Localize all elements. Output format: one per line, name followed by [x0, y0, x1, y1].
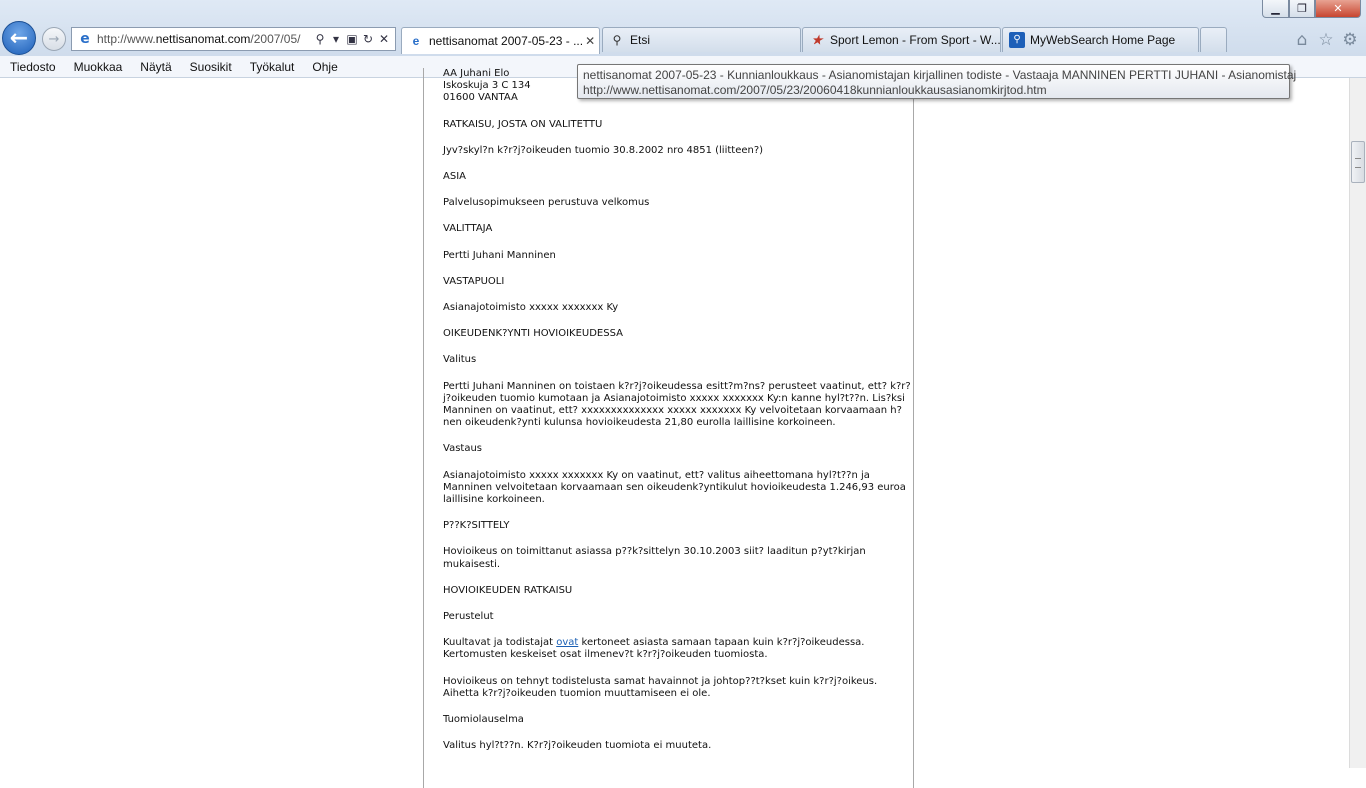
paragraph [443, 637, 911, 661]
mywebsearch-icon: ⚲ [1009, 32, 1025, 48]
document-body [443, 68, 911, 767]
url-path: /2007/05/ [250, 32, 301, 46]
grip-icon [1355, 158, 1361, 168]
paragraph: Palvelusopimukseen perustuva velkomus [443, 197, 650, 209]
scrollbar-thumb[interactable] [1351, 141, 1365, 183]
menu-nayta[interactable]: Näytä [140, 59, 172, 74]
maximize-button[interactable] [1289, 0, 1315, 18]
close-tab-icon[interactable]: ✕ [585, 34, 596, 48]
tab-mywebsearch[interactable] [1002, 27, 1199, 52]
vertical-scrollbar[interactable] [1349, 78, 1366, 768]
url-prefix: http://www. [97, 32, 156, 46]
stop-icon[interactable]: ✕ [378, 32, 390, 46]
menu-ohje[interactable]: Ohje [312, 59, 338, 74]
tab-etsi[interactable] [602, 27, 801, 52]
paragraph: Pertti Juhani Manninen on toistaen k?r?j?oikeudessa esitt?m?ns? perusteet vaatinut, ett? k?r?j?oikeuden tuomio kumotaan ja Asianajotoimisto xxxxx xxxxxxx Ky:n kanne hyl?t??n. Lis?ksi Manninen on vaatinut, ett? xxxxxxxxxxxxxx xxxxx xxxxxxx Ky velvoitetaan korvaamaan h?nen oikeudenk?ynti kulunsa hovioikeudesta 21,80 eurolla laillisine korkoineen. [443, 380, 911, 429]
heading-hovioikeuden-ratkaisu: HOVIOIKEUDEN RATKAISU [443, 584, 573, 596]
tab-tooltip [577, 64, 1297, 99]
back-button[interactable] [2, 21, 36, 55]
heading-paakasittely: P??K?SITTELY [443, 520, 510, 532]
dropdown-icon[interactable]: ▾ [332, 32, 340, 46]
new-tab-button[interactable] [1200, 27, 1227, 52]
tooltip-url: http://www.nettisanomat.com/2007/05/23/20060418kunnianloukkausasianomkirjtod.htm [583, 83, 1047, 97]
refresh-icon[interactable]: ↻ [362, 32, 374, 46]
home-icon[interactable]: ⌂ [1296, 30, 1308, 50]
tab-label: Sport Lemon - From Sport - W... [830, 33, 1001, 47]
gear-icon[interactable]: ⚙ [1342, 30, 1358, 50]
close-window-button[interactable] [1315, 0, 1361, 18]
browser-chrome [0, 0, 1366, 56]
paragraph: Valitus hyl?t??n. K?r?j?oikeuden tuomiota ei muuteta. [443, 740, 712, 752]
paragraph: Pertti Juhani Manninen [443, 249, 556, 261]
tooltip-title: nettisanomat 2007-05-23 - Kunnianloukkaus - Asianomistajan kirjallinen todiste - Vastaaja MANNINEN PERTTI JUHANI - Asianomistaj [583, 68, 1297, 82]
search-icon[interactable]: ⚲ [315, 32, 325, 46]
minimize-icon: ▁ [1271, 2, 1280, 15]
document-frame [423, 68, 914, 788]
address-url[interactable] [97, 32, 312, 46]
favorites-star-icon[interactable]: ☆ [1318, 30, 1334, 50]
link-ovat[interactable]: ovat [556, 637, 579, 649]
url-domain: nettisanomat.com [155, 32, 251, 46]
back-arrow-icon: ← [9, 25, 29, 51]
subheading-perustelut: Perustelut [443, 611, 494, 623]
heading-oikeudenkaynti: OIKEUDENK?YNTI HOVIOIKEUDESSA [443, 328, 623, 340]
text-run: kertoneet asiasta samaan tapaan kuin k?r?j?oikeudessa. Kertomusten keskeiset osat ilmenev?t k?r?j?oikeuden tuomiosta. [443, 637, 865, 661]
address-bar[interactable] [71, 27, 396, 51]
tab-nettisanomat[interactable] [401, 27, 600, 54]
maximize-icon: ❐ [1297, 2, 1307, 15]
forward-arrow-icon: → [48, 31, 60, 47]
text-run: Kuultavat ja todistajat [443, 637, 557, 649]
paragraph: Asianajotoimisto xxxxx xxxxxxx Ky [443, 302, 619, 314]
heading-asia: ASIA [443, 171, 466, 183]
address-line: Iskoskuja 3 C 134 [443, 80, 531, 92]
heading-valittaja: VALITTAJA [443, 223, 493, 235]
ie-page-icon: e [412, 34, 420, 48]
search-icon: ⚲ [612, 33, 622, 47]
tab-label: nettisanomat 2007-05-23 - ... [429, 34, 584, 48]
heading-vastapuoli: VASTAPUOLI [443, 275, 505, 287]
address-line: 01600 VANTAA [443, 92, 518, 104]
tab-sport-lemon[interactable] [802, 27, 1001, 52]
forward-button[interactable] [42, 27, 66, 51]
paragraph: Asianajotoimisto xxxxx xxxxxxx Ky on vaatinut, ett? valitus aiheettomana hyl?t??n ja Manninen velvoitetaan korvaamaan sen oikeudenk?yntikulut hovioikeudesta 1.246,93 euroa laillisine korkoineen. [443, 469, 906, 506]
menu-tyokalut[interactable]: Työkalut [249, 59, 295, 74]
paragraph: Jyv?skyl?n k?r?j?oikeuden tuomio 30.8.2002 nro 4851 (liitteen?) [443, 144, 764, 156]
subheading-valitus: Valitus [443, 354, 477, 366]
paragraph: Hovioikeus on toimittanut asiassa p??k?sittelyn 30.10.2003 siit? laaditun p?yt?kirjan mukaisesti. [443, 546, 866, 570]
menu-muokkaa[interactable]: Muokkaa [73, 59, 123, 74]
address-line: AA Juhani Elo [443, 68, 510, 79]
subheading-tuomiolauselma: Tuomiolauselma [443, 714, 524, 726]
tab-label: Etsi [630, 33, 651, 47]
compatibility-view-icon[interactable]: ▣ [346, 32, 358, 46]
paragraph: Hovioikeus on tehnyt todistelusta samat havainnot ja johtop??t?kset kuin k?r?j?oikeus. Aihetta k?r?j?oikeuden tuomion muuttamiseen ei ole. [443, 675, 878, 699]
ie-page-icon: e [80, 31, 90, 47]
runner-icon: ★ [811, 33, 823, 47]
close-icon: ✕ [1333, 2, 1343, 15]
menu-suosikit[interactable]: Suosikit [189, 59, 232, 74]
menu-tiedosto[interactable]: Tiedosto [10, 59, 56, 74]
tab-label: MyWebSearch Home Page [1030, 33, 1176, 47]
minimize-button[interactable] [1262, 0, 1289, 18]
heading-ratkaisu: RATKAISU, JOSTA ON VALITETTU [443, 118, 603, 130]
subheading-vastaus: Vastaus [443, 443, 482, 455]
